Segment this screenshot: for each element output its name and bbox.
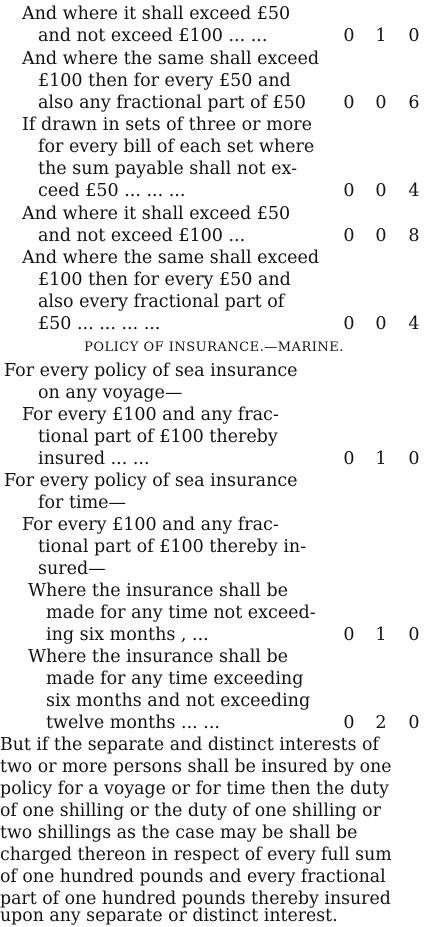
- paragraph-line: of one shilling or the duty of one shilling or: [0, 801, 381, 821]
- amount-pounds: 0: [343, 449, 355, 469]
- paragraph-line: upon any separate or distinct interest.: [0, 906, 338, 926]
- line-text: £100 then for every £50 and: [38, 71, 291, 91]
- line-text: ing six months , ...: [46, 625, 209, 645]
- text-line: [0, 25, 428, 47]
- text-line: [0, 690, 428, 712]
- text-line: [0, 158, 428, 180]
- amount-shillings: 1: [375, 26, 387, 46]
- amount-pounds: 0: [343, 181, 355, 201]
- paragraph-line: of one hundred pounds and every fractional: [0, 867, 386, 887]
- paragraph-line: two shillings as the case may be shall be: [0, 823, 358, 843]
- line-text: For every £100 and any frac-: [22, 405, 279, 425]
- line-text: for time—: [38, 493, 127, 513]
- amount-shillings: 2: [375, 713, 387, 733]
- section-heading: POLICY OF INSURANCE.—MARINE.: [84, 340, 344, 355]
- text-line: [0, 203, 428, 225]
- line-text: made for any time exceeding: [46, 669, 304, 689]
- amount-pence: 0: [408, 26, 420, 46]
- line-text: If drawn in sets of three or more: [22, 115, 312, 135]
- text-line: [0, 291, 428, 313]
- amount-pence: 6: [408, 93, 420, 113]
- line-text: on any voyage—: [38, 383, 183, 403]
- line-text: tional part of £100 thereby: [38, 427, 278, 447]
- amount-pence: 4: [408, 181, 420, 201]
- text-line: [0, 514, 428, 536]
- text-line: [0, 114, 428, 136]
- text-line: [0, 536, 428, 558]
- text-line: [0, 558, 428, 580]
- text-line: [0, 360, 428, 382]
- text-line: [0, 602, 428, 624]
- line-text: six months and not exceeding: [46, 691, 311, 711]
- text-line: [0, 580, 428, 602]
- amount-shillings: 1: [375, 449, 387, 469]
- amount-pence: 0: [408, 625, 420, 645]
- text-line: [0, 92, 428, 114]
- amount-pence: 0: [408, 449, 420, 469]
- text-line: [0, 404, 428, 426]
- text-line: [0, 668, 428, 690]
- line-text: ceed £50 ... ... ...: [38, 181, 186, 201]
- text-line: [0, 448, 428, 470]
- line-text: For every £100 and any frac-: [22, 515, 279, 535]
- text-line: [0, 180, 428, 202]
- text-line: [0, 136, 428, 158]
- amount-pence: 0: [408, 713, 420, 733]
- paragraph-line: two or more persons shall be insured by one: [0, 757, 392, 777]
- text-line: [0, 225, 428, 247]
- line-text: insured ... ...: [38, 449, 150, 469]
- paragraph-line: part of one hundred pounds thereby insured: [0, 889, 391, 909]
- amount-shillings: 0: [375, 181, 387, 201]
- line-text: made for any time not exceed-: [46, 603, 316, 623]
- line-text: And where it shall exceed £50: [22, 4, 291, 24]
- line-text: the sum payable shall not ex-: [38, 159, 297, 179]
- line-text: and not exceed £100 ...: [38, 226, 246, 246]
- line-text: and not exceed £100 ... ...: [38, 26, 268, 46]
- line-text: And where it shall exceed £50: [22, 204, 291, 224]
- amount-shillings: 0: [375, 314, 387, 334]
- amount-pounds: 0: [343, 625, 355, 645]
- text-line: [0, 624, 428, 646]
- amount-shillings: 0: [375, 93, 387, 113]
- amount-shillings: 1: [375, 625, 387, 645]
- amount-pence: 4: [408, 314, 420, 334]
- line-text: And where the same shall exceed: [22, 248, 320, 268]
- text-line: [0, 70, 428, 92]
- line-text: For every policy of sea insurance: [4, 471, 298, 491]
- line-text: twelve months ... ...: [46, 713, 220, 733]
- text-line: [0, 470, 428, 492]
- line-text: also any fractional part of £50: [38, 93, 306, 113]
- paragraph-line: policy for a voyage or for time then the duty: [0, 779, 389, 799]
- paragraph-line: But if the separate and distinct interests of: [0, 735, 379, 755]
- amount-pounds: 0: [343, 314, 355, 334]
- amount-pounds: 0: [343, 713, 355, 733]
- line-text: sured—: [38, 559, 106, 579]
- text-line: [0, 247, 428, 269]
- line-text: for every bill of each set where: [38, 137, 315, 157]
- line-text: £50 ... ... ... ...: [38, 314, 161, 334]
- text-line: [0, 646, 428, 668]
- line-text: For every policy of sea insurance: [4, 361, 298, 381]
- amount-shillings: 0: [375, 226, 387, 246]
- text-line: [0, 48, 428, 70]
- line-text: And where the same shall exceed: [22, 49, 320, 69]
- text-line: [0, 492, 428, 514]
- text-line: [0, 269, 428, 291]
- paragraph-line: charged thereon in respect of every full sum: [0, 845, 392, 865]
- text-line: [0, 712, 428, 734]
- amount-pounds: 0: [343, 26, 355, 46]
- line-text: tional part of £100 thereby in-: [38, 537, 307, 557]
- amount-pounds: 0: [343, 93, 355, 113]
- line-text: Where the insurance shall be: [28, 581, 289, 601]
- text-line: [0, 382, 428, 404]
- text-line: [0, 313, 428, 335]
- text-line: [0, 426, 428, 448]
- line-text: Where the insurance shall be: [28, 647, 289, 667]
- amount-pounds: 0: [343, 226, 355, 246]
- text-line: [0, 3, 428, 25]
- amount-pence: 8: [408, 226, 420, 246]
- line-text: £100 then for every £50 and: [38, 270, 291, 290]
- line-text: also every fractional part of: [38, 292, 285, 312]
